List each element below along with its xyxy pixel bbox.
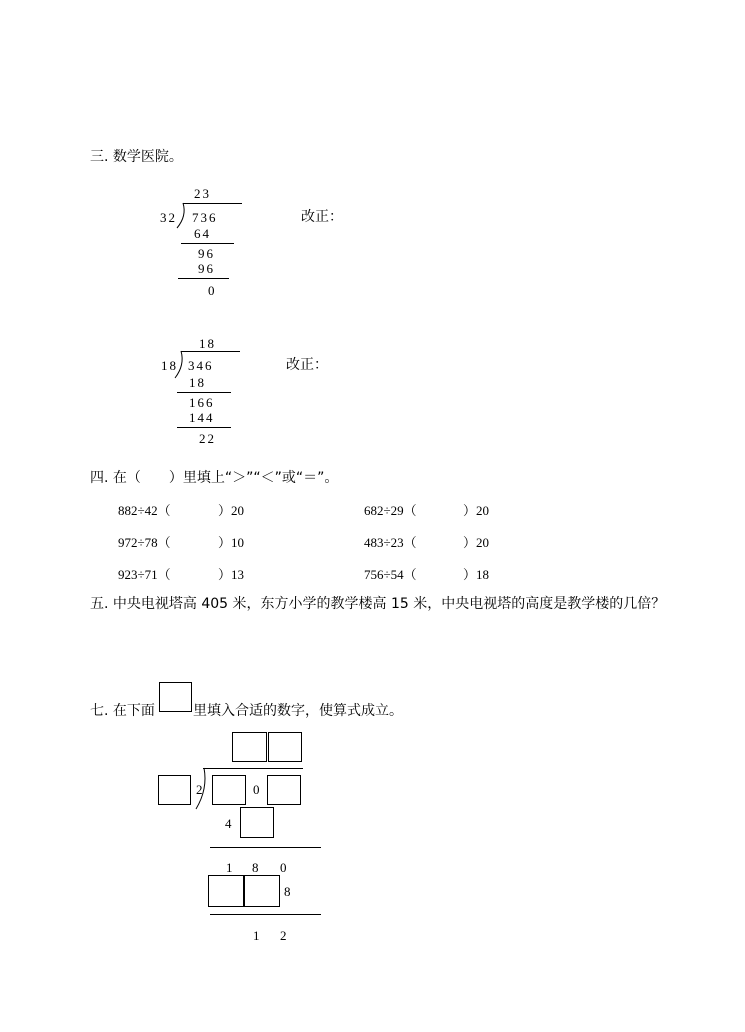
dividend-digit: 0 [253,782,260,797]
product-digit-box[interactable] [244,875,280,907]
subtraction-line [177,392,231,393]
correction-label: 改正： [286,357,328,373]
section4-heading: 四. 在（ ）里填上“＞”“＜”或“＝”。 [90,470,339,486]
final-remainder: 22 [199,431,216,446]
product-digit: 8 [284,884,291,899]
answer-box-example [159,682,192,712]
section3-heading: 三. 数学医院。 [90,149,183,165]
partial-digit: 0 [280,860,287,875]
quotient-digit-box[interactable] [232,732,267,762]
step-remainder: 166 [189,395,215,410]
dividend: 346 [188,358,214,373]
step-product: 64 [194,226,211,241]
comparison-target[interactable]: ）10 [218,535,245,550]
step-remainder: 96 [198,246,215,261]
subtraction-line [178,278,229,279]
product-digit: 4 [225,816,232,831]
section7-heading-end: 里填入合适的数字，使算式成立。 [193,703,403,719]
subtraction-line [210,847,321,848]
quotient: 18 [199,336,216,351]
quotient-digit-box[interactable] [268,732,302,762]
subtraction-line [210,914,321,915]
comparison-expression: 972÷78（ [118,535,171,550]
dividend-digit-box[interactable] [267,775,301,805]
comparison-target[interactable]: ）20 [218,503,245,518]
product-digit-box[interactable] [208,875,244,907]
step-product: 18 [189,375,206,390]
remainder-digit: 2 [280,928,287,943]
comparison-expression: 483÷23（ [364,535,417,550]
divisor: 32 [160,210,177,225]
quotient: 23 [194,186,211,201]
step-product: 144 [189,410,215,425]
comparison-expression: 882÷42（ [118,503,171,518]
correction-label: 改正： [301,209,343,225]
subtraction-line [181,243,234,244]
division-bar [181,351,240,352]
comparison-expression: 756÷54（ [364,567,417,582]
final-remainder: 0 [208,283,217,298]
remainder-digit: 1 [253,928,260,943]
dividend: 736 [192,210,218,225]
comparison-expression: 682÷29（ [364,503,417,518]
section5-heading: 五. 中央电视塔高 405 米，东方小学的教学楼高 15 米，中央电视塔的高度是教学楼的几倍？ [90,596,666,612]
partial-digit: 8 [252,860,259,875]
division-bar [183,203,242,204]
comparison-expression: 923÷71（ [118,567,171,582]
dividend-digit-box[interactable] [212,775,246,805]
division-bar [203,768,303,769]
comparison-target[interactable]: ）20 [463,535,490,550]
partial-digit: 1 [226,860,233,875]
comparison-target[interactable]: ）18 [463,567,490,582]
subtraction-line [177,427,231,428]
comparison-target[interactable]: ）13 [218,567,245,582]
divisor-digit-box[interactable] [158,775,191,805]
comparison-target[interactable]: ）20 [463,503,490,518]
product-digit-box[interactable] [240,807,274,838]
dividend-digit: 2 [196,782,203,797]
section7-heading-start: 七. 在下面 [90,703,155,719]
divisor: 18 [161,358,178,373]
step-product: 96 [198,261,215,276]
